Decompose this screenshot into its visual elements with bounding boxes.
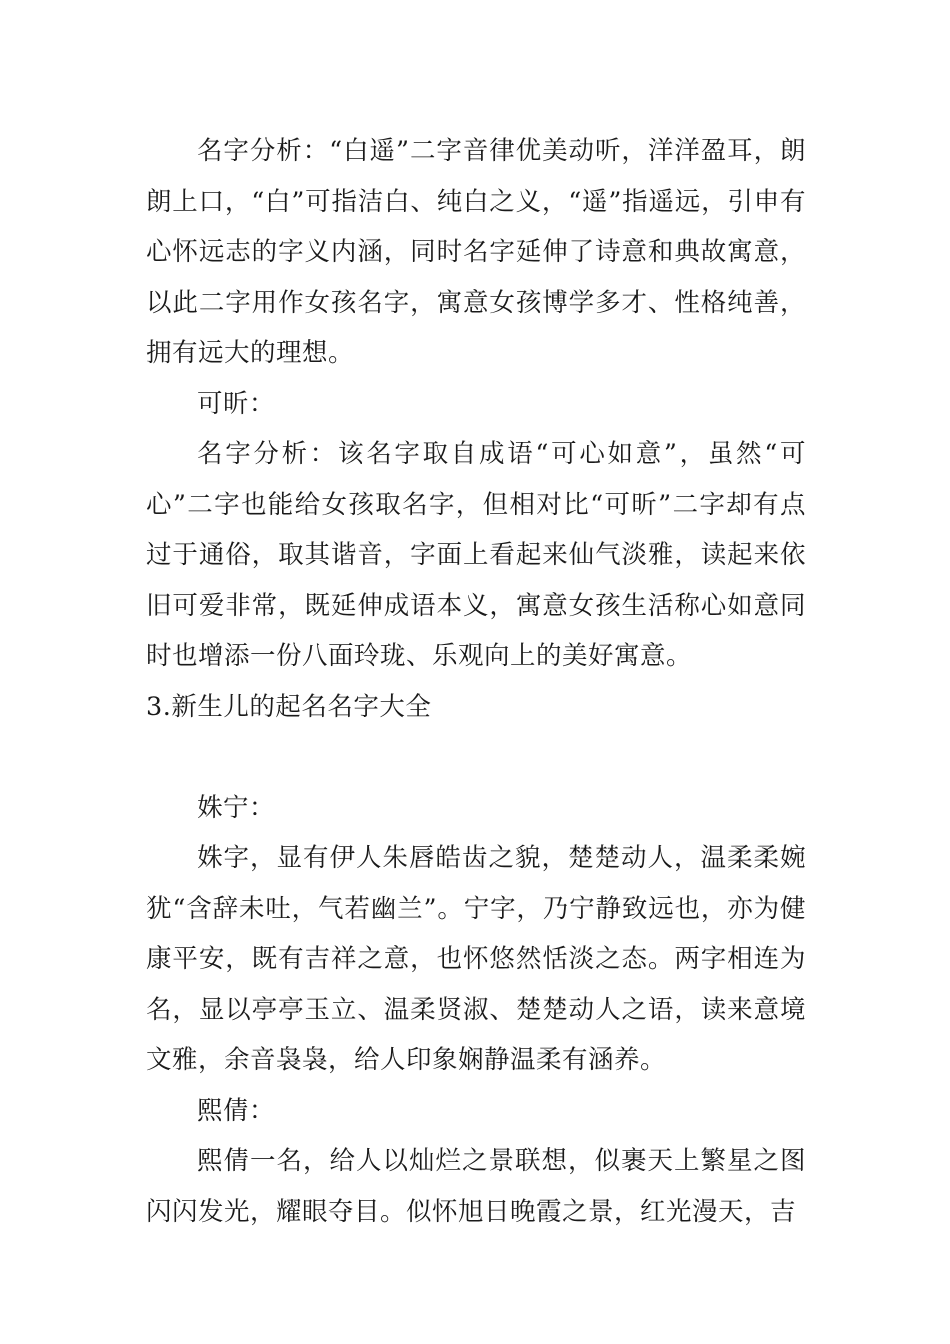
blank-line bbox=[146, 732, 806, 783]
paragraph-shuning-analysis: 姝字，显有伊人朱唇皓齿之貌，楚楚动人，温柔柔婉犹“含辞未吐，气若幽兰”。宁字，乃宁静致远也，亦为健康平安，既有吉祥之意，也怀悠然恬淡之态。两字相连为名，显以亭亭玉立、温柔贤淑、楚楚动人之语，读来意境文雅，余音袅袅，给人印象娴静温柔有涵养。 bbox=[146, 843, 806, 1075]
name-label-kexin: 可昕： bbox=[197, 388, 276, 419]
paragraph-kexin-analysis: 名字分析：该名字取自成语“可心如意”，虽然“可心”二字也能给女孩取名字，但相对比“可昕”二字却有点过于通俗，取其谐音，字面上看起来仙气淡雅，读起来依旧可爱非常，既延伸成语本义，寓意女孩生活称心如意同时也增添一份八面玲珑、乐观向上的美好寓意。 bbox=[146, 439, 806, 671]
name-label-shuning: 姝宁： bbox=[197, 792, 276, 823]
document-page bbox=[146, 126, 806, 1237]
paragraph-baiyao-analysis: 名字分析：“白遥”二字音律优美动听，洋洋盈耳，朗朗上口，“白”可指洁白、纯白之义，“遥”指遥远，引申有心怀远志的字义内涵，同时名字延伸了诗意和典故寓意，以此二字用作女孩名字，寓意女孩博学多才、性格纯善，拥有远大的理想。 bbox=[146, 136, 806, 368]
section-heading: 3.新生儿的起名名字大全 bbox=[146, 691, 432, 722]
paragraph-xiqian-analysis: 熙倩一名，给人以灿烂之景联想，似裹天上繁星之图闪闪发光，耀眼夺目。似怀旭日晚霞之景，红光漫天，吉 bbox=[146, 1146, 806, 1227]
name-label-xiqian: 熙倩： bbox=[197, 1095, 276, 1126]
